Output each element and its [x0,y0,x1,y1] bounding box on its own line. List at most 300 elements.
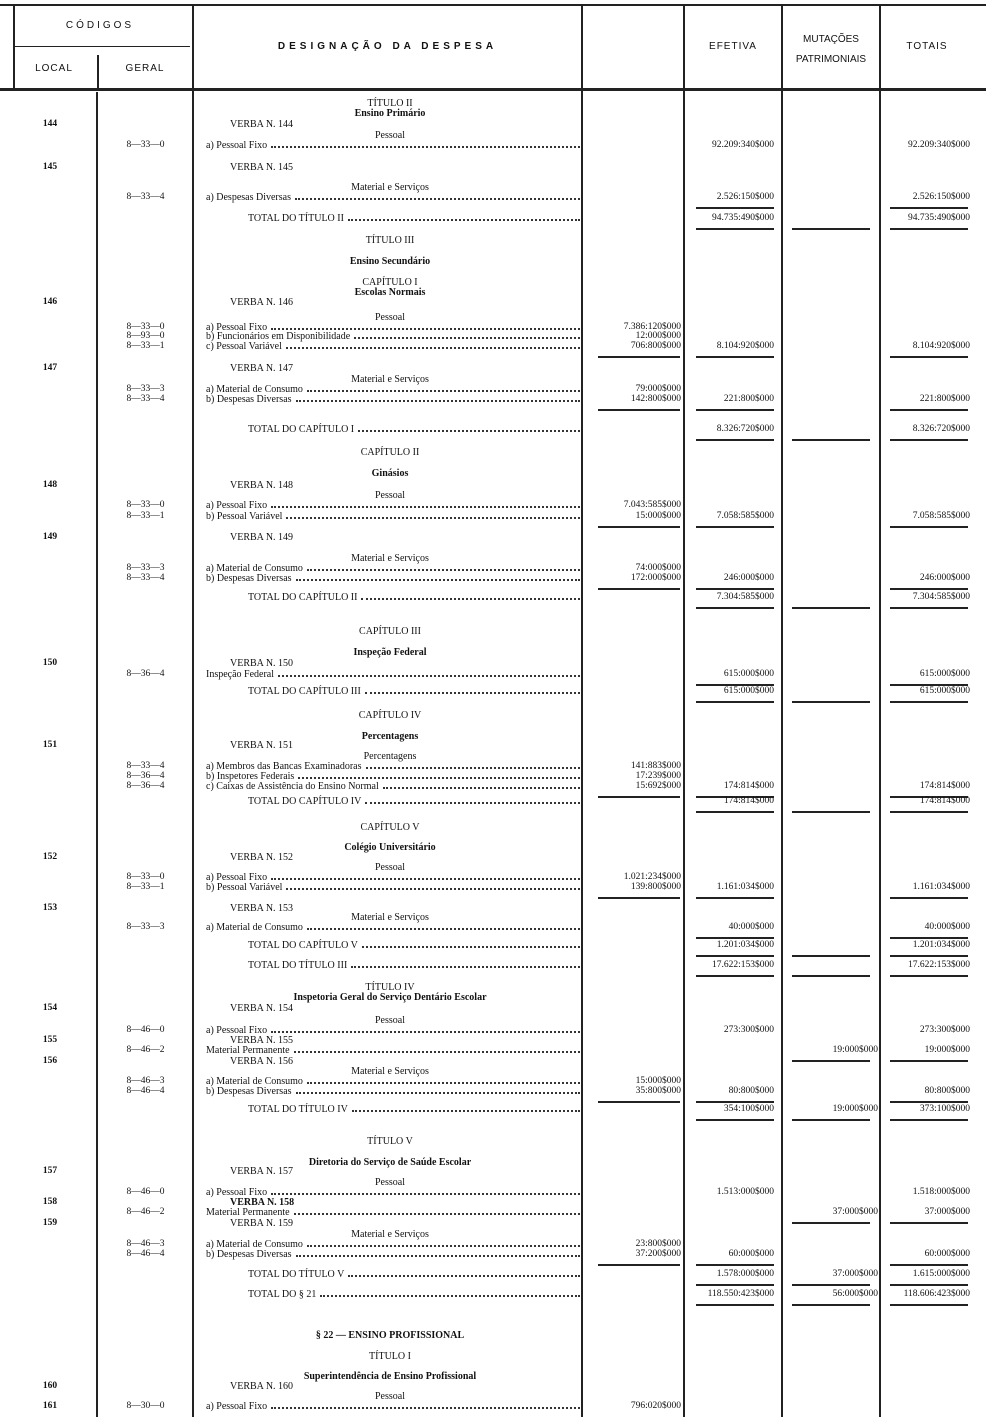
description [206,1045,580,1056]
description-text: a) Material de Consumo [206,1076,303,1087]
geral-code: 8—46—3 [126,1239,165,1249]
header-totais: TOTAIS [906,41,948,52]
description: CAPÍTULO IV [358,710,422,721]
geral-code: 8—33—1 [126,341,165,351]
header-efetiva: EFETIVA [709,41,757,52]
expense-item-row [0,394,986,405]
efetiva-amount: 80:800$000 [728,1086,774,1096]
geral-code: 8—93—0 [126,331,165,341]
description-text: TOTAL DO CAPÍTULO I [248,424,355,435]
verba-row [0,1166,986,1177]
totais-amount: 615:000$000 [919,686,970,696]
total-rule [890,439,968,441]
mutacoes-amount: 56:000$000 [832,1289,878,1299]
total-rule [890,955,968,957]
local-code: 154 [42,1003,58,1013]
dot-leader [383,781,580,789]
expense-item-row [0,1207,986,1218]
expense-item-row [0,341,986,352]
partial-amount: 172:000$000 [630,573,681,583]
geral-code: 8—33—0 [126,872,165,882]
description: VERBA N. 150 [230,658,294,669]
efetiva-amount: 1.201:034$000 [716,940,774,950]
description-text: TOTAL DO TÍTULO II [248,213,344,224]
geral-code: 8—33—0 [126,140,165,150]
sum-rule [598,409,680,411]
description: CAPÍTULO III [359,626,421,637]
geral-code: 8—46—4 [126,1086,165,1096]
partial-amount: 142:800$000 [630,394,681,404]
description [206,922,580,933]
sum-rule [696,1101,774,1103]
geral-code: 8—46—4 [126,1249,165,1259]
efetiva-amount: 273:300$000 [723,1025,774,1035]
description-text: b) Funcionários em Disponibilidade [206,331,351,342]
expense-item-row [0,922,986,933]
total-row [0,592,986,603]
description: § 22 — ENSINO PROFISSIONAL [315,1330,465,1341]
description: Percentagens [363,751,417,762]
description [206,192,580,203]
description [206,669,580,680]
efetiva-amount: 1.578:000$000 [716,1269,774,1279]
total-row [0,424,986,435]
total-rule [792,1119,870,1121]
description: TÍTULO IV [365,982,415,993]
sum-rule [598,1264,680,1266]
totais-amount: 8.104:920$000 [912,341,970,351]
description-text: TOTAL DO TÍTULO III [248,960,348,971]
totais-amount: 94.735:490$000 [907,213,970,223]
totais-amount: 174:814$000 [919,781,970,791]
expense-item-row [0,781,986,792]
total-rule [696,955,774,957]
total-rule [696,811,774,813]
verba-row [0,1218,986,1229]
description-text: a) Material de Consumo [206,384,303,395]
totais-amount: 118.606:423$000 [903,1289,970,1299]
description: Diretoria do Serviço de Saúde Escolar [308,1157,472,1168]
dot-leader [294,1045,580,1053]
total-rule [792,228,870,230]
expense-item-row [0,192,986,203]
sum-rule [890,1101,968,1103]
local-code: 161 [42,1401,58,1411]
total-row [0,1289,986,1300]
description: VERBA N. 158 [230,1197,295,1208]
partial-amount: 7.386:120$000 [623,322,681,332]
description [206,781,580,792]
total-rule [792,701,870,703]
verba-row [0,297,986,308]
geral-code: 8—46—0 [126,1187,165,1197]
description-text: a) Pessoal Fixo [206,322,268,333]
mutacoes-amount: 37:000$000 [832,1207,878,1217]
efetiva-amount: 7.058:585$000 [716,511,774,521]
efetiva-amount: 17.622:153$000 [711,960,774,970]
geral-code: 8—30—0 [126,1401,165,1411]
description-text: b) Inspetores Federais [206,771,295,782]
description-text: a) Pessoal Fixo [206,500,268,511]
description [206,1249,580,1260]
partial-amount: 12:000$000 [635,331,681,341]
description-text: Material Permanente [206,1207,290,1218]
description: Inspetoria Geral do Serviço Dentário Escolar [293,992,487,1003]
dot-leader [361,592,580,600]
description: Pessoal [375,1391,405,1402]
dot-leader [307,1076,580,1084]
total-rule [696,439,774,441]
totais-amount: 221:800$000 [919,394,970,404]
dot-leader [365,796,580,804]
totais-amount: 7.304:585$000 [912,592,970,602]
verba-row [0,532,986,543]
total-rule [696,975,774,977]
efetiva-amount: 1.161:034$000 [716,882,774,892]
geral-code: 8—33—3 [126,563,165,573]
totais-amount: 60:000$000 [924,1249,970,1259]
totais-amount: 7.058:585$000 [912,511,970,521]
section-heading-row [0,647,986,658]
total-rule [890,701,968,703]
dot-leader [278,669,580,677]
verba-row [0,363,986,374]
description: VERBA N. 146 [230,297,294,308]
total-rule [890,811,968,813]
description: TÍTULO I [369,1351,411,1362]
mutacoes-amount: 37:000$000 [832,1269,878,1279]
efetiva-amount: 8.104:920$000 [716,341,774,351]
dot-leader [296,394,580,402]
local-code: 147 [42,363,58,373]
local-code: 149 [42,532,58,542]
section-heading-row [0,108,986,119]
description: Pessoal [375,1177,405,1188]
total-rule [696,1119,774,1121]
description: VERBA N. 149 [230,532,294,543]
partial-amount: 706:800$000 [630,341,681,351]
dot-leader [271,1187,580,1195]
local-code: 150 [42,658,58,668]
dot-leader [354,331,580,339]
section-heading-row [0,1351,986,1362]
geral-code: 8—36—4 [126,781,165,791]
description [206,511,580,522]
sum-rule [696,526,774,528]
total-rule [696,1304,774,1306]
total-row [0,1269,986,1280]
totais-amount: 273:300$000 [919,1025,970,1035]
dot-leader [348,1269,580,1277]
description-text: Inspeção Federal [206,669,275,680]
dot-leader [320,1289,580,1297]
dot-leader [352,1104,580,1112]
verba-row [0,162,986,173]
description [248,1104,580,1115]
description: Ginásios [371,468,409,479]
dot-leader [271,322,580,330]
description [248,960,580,971]
header-designacao: DESIGNAÇÃO DA DESPESA [277,41,498,52]
description: Inspeção Federal [353,647,427,658]
description-text: a) Pessoal Fixo [206,1025,268,1036]
geral-code: 8—33—4 [126,192,165,202]
description-text: TOTAL DO CAPÍTULO IV [248,796,362,807]
description: Ensino Secundário [349,256,431,267]
description: VERBA N. 145 [230,162,294,173]
dot-leader [307,384,580,392]
description: Superintendência de Ensino Profissional [303,1371,477,1382]
sum-rule [598,356,680,358]
expense-item-row [0,669,986,680]
description: Percentagens [361,731,419,742]
dot-leader [307,1239,580,1247]
description: VERBA N. 153 [230,903,294,914]
description-text: b) Despesas Diversas [206,573,292,584]
expense-item-row [0,573,986,584]
dot-leader [348,213,580,221]
efetiva-amount: 118.550:423$000 [707,1289,774,1299]
mutacoes-amount: 19:000$000 [832,1104,878,1114]
column-divider [97,55,99,90]
expense-item-row [0,500,986,511]
description-text: c) Pessoal Variável [206,341,282,352]
sum-rule [696,1264,774,1266]
partial-amount: 7.043:585$000 [623,500,681,510]
sum-rule [696,207,774,209]
efetiva-amount: 94.735:490$000 [711,213,774,223]
dot-leader [365,686,580,694]
total-row [0,1104,986,1115]
description: VERBA N. 151 [230,740,294,751]
description: VERBA N. 144 [230,119,294,130]
totais-amount: 1.615:000$000 [912,1269,970,1279]
header-bottom-rule [0,88,986,91]
description [206,500,580,511]
totais-amount: 1.518:000$000 [912,1187,970,1197]
description: VERBA N. 159 [230,1218,294,1229]
description [206,1086,580,1097]
description: VERBA N. 160 [230,1381,294,1392]
description [248,686,580,697]
description [206,1207,580,1218]
total-row [0,213,986,224]
description: VERBA N. 157 [230,1166,294,1177]
description: Material e Serviços [351,374,429,385]
expense-item-row [0,1086,986,1097]
sum-rule [598,526,680,528]
dot-leader [351,960,580,968]
expense-item-row [0,882,986,893]
description: Material e Serviços [351,553,429,564]
totais-amount: 615:000$000 [919,669,970,679]
efetiva-amount: 615:000$000 [723,686,774,696]
description: TÍTULO V [367,1136,413,1147]
local-code: 156 [42,1056,58,1066]
dot-leader [271,872,580,880]
sum-rule [890,1264,968,1266]
total-rule [890,228,968,230]
partial-amount: 37:200$000 [635,1249,681,1259]
total-rule [792,975,870,977]
total-row [0,960,986,971]
description [248,592,580,603]
total-rule [792,607,870,609]
description [206,341,580,352]
expense-item-row [0,140,986,151]
section-heading-row [0,1330,986,1341]
description [248,1289,580,1300]
header-mutacoes: MUTAÇÕES PATRIMONIAIS [795,34,867,65]
dot-leader [271,140,580,148]
total-rule [890,1304,968,1306]
description: Material e Serviços [351,912,429,923]
dot-leader [362,940,580,948]
partial-amount: 17:239$000 [635,771,681,781]
efetiva-amount: 92.209:340$000 [711,140,774,150]
dot-leader [286,511,580,519]
description [206,1401,580,1412]
geral-code: 8—33—3 [126,384,165,394]
geral-code: 8—33—1 [126,882,165,892]
description [248,1269,580,1280]
totais-amount: 8.326:720$000 [912,424,970,434]
geral-code: 8—33—4 [126,573,165,583]
section-heading-row [0,992,986,1003]
section-heading-row [0,447,986,458]
local-code: 157 [42,1166,58,1176]
geral-code: 8—36—4 [126,771,165,781]
partial-amount: 23:800$000 [635,1239,681,1249]
totais-amount: 373:100$000 [919,1104,970,1114]
totais-amount: 1.201:034$000 [912,940,970,950]
description-text: TOTAL DO § 21 [248,1289,317,1300]
description: Pessoal [375,490,405,501]
geral-code: 8—46—2 [126,1045,165,1055]
geral-code: 8—46—0 [126,1025,165,1035]
totais-amount: 80:800$000 [924,1086,970,1096]
section-heading-row [0,822,986,833]
local-code: 152 [42,852,58,862]
geral-code: 8—33—4 [126,394,165,404]
header-local: LOCAL [35,63,73,74]
totais-amount: 37:000$000 [924,1207,970,1217]
totais-amount: 40:000$000 [924,922,970,932]
description: Ensino Primário [354,108,426,119]
total-rule [696,701,774,703]
geral-code: 8—36—4 [126,669,165,679]
description [206,140,580,151]
verba-row [0,119,986,130]
partial-amount: 15:692$000 [635,781,681,791]
verba-row [0,658,986,669]
description-text: a) Material de Consumo [206,922,303,933]
dot-leader [296,1086,580,1094]
dot-leader [307,563,580,571]
sum-rule [696,897,774,899]
description: VERBA N. 148 [230,480,294,491]
totais-amount: 246:000$000 [919,573,970,583]
description [248,796,580,807]
description: VERBA N. 154 [230,1003,294,1014]
efetiva-amount: 174:814$000 [723,796,774,806]
geral-code: 8—33—0 [126,500,165,510]
description: Colégio Universitário [344,842,436,853]
efetiva-amount: 7.304:585$000 [716,592,774,602]
description: CAPÍTULO V [360,822,420,833]
section-heading-row [0,710,986,721]
sum-rule [696,356,774,358]
section-heading-row [0,256,986,267]
description-text: a) Material de Consumo [206,563,303,574]
efetiva-amount: 354:100$000 [723,1104,774,1114]
totais-amount: 1.161:034$000 [912,882,970,892]
totais-amount: 174:814$000 [919,796,970,806]
description: Escolas Normais [354,287,426,298]
sum-rule [890,409,968,411]
local-code: 158 [42,1197,58,1207]
description-text: TOTAL DO TÍTULO V [248,1269,345,1280]
partial-amount: 1.021:234$000 [623,872,681,882]
partial-amount: 79:000$000 [635,384,681,394]
total-rule [696,607,774,609]
description: VERBA N. 155 [230,1035,294,1046]
total-rule [696,228,774,230]
description: TÍTULO III [365,235,415,246]
verba-row [0,1003,986,1014]
section-heading-row [0,468,986,479]
sum-rule [890,937,968,939]
sum-rule [598,588,680,590]
expense-item-row [0,1045,986,1056]
dot-leader [307,922,580,930]
sum-rule [696,588,774,590]
sum-rule [696,937,774,939]
description: CAPÍTULO I [362,277,418,288]
dot-leader [294,1207,580,1215]
total-rule [792,1284,870,1286]
description-text: b) Despesas Diversas [206,1086,292,1097]
dot-leader [358,424,580,432]
totais-amount: 17.622:153$000 [907,960,970,970]
efetiva-amount: 40:000$000 [728,922,774,932]
dot-leader [271,1401,580,1409]
header-geral: GERAL [125,63,165,74]
total-rule [890,607,968,609]
efetiva-amount: 60:000$000 [728,1249,774,1259]
local-code: 146 [42,297,58,307]
sum-rule [890,588,968,590]
column-divider [13,4,15,90]
description-text: b) Despesas Diversas [206,1249,292,1260]
description-text: TOTAL DO TÍTULO IV [248,1104,348,1115]
expense-item-row [0,1401,986,1412]
description: Material e Serviços [351,1229,429,1240]
description: Pessoal [375,312,405,323]
description-text: a) Membros das Bancas Examinadoras [206,761,362,772]
efetiva-amount: 2.526:150$000 [716,192,774,202]
local-code: 155 [42,1035,58,1045]
sum-rule [890,356,968,358]
description [248,213,580,224]
efetiva-amount: 8.326:720$000 [716,424,774,434]
geral-code: 8—33—0 [126,322,165,332]
description [206,882,580,893]
description-text: TOTAL DO CAPÍTULO II [248,592,358,603]
dot-leader [296,573,580,581]
partial-amount: 74:000$000 [635,563,681,573]
description-text: a) Despesas Diversas [206,192,291,203]
